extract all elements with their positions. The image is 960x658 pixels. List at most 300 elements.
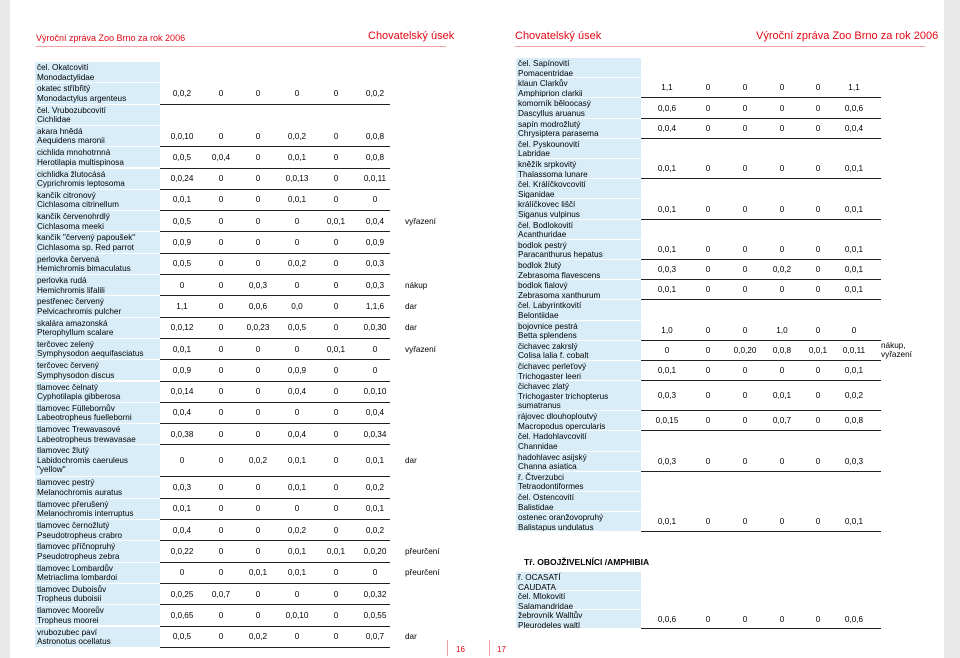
species-label: okatec stříbřitý Monodactylus argenteus [35,83,160,104]
table-cell: 0,0,2 [365,88,385,98]
row-rule [641,380,881,381]
table-cell: 0 [333,152,339,162]
table-cell: 0 [218,546,224,556]
table-cell: 0,0,30 [363,323,387,333]
table-cell: 0 [742,285,748,295]
species-label: žebrovník Walltův Pleurodeles waltl [516,610,641,629]
species-label: kančík "červený papoušek" Cichlasoma sp. Red parrot [35,232,160,253]
table-cell: 0,0,1 [287,456,307,466]
table-cell: 0 [255,152,261,162]
table-cell: 0,0,8 [844,416,864,426]
row-rule [160,104,390,105]
row-rule [160,189,390,190]
table-cell: 0,0,1 [365,504,385,514]
species-table-left [35,62,445,658]
table-cell: 0 [218,174,224,184]
table-cell: 0 [179,456,185,466]
row-rule [641,97,881,98]
table-cell: 0 [218,323,224,333]
table-cell: 0,0,4 [657,123,677,133]
table-cell: 0 [255,483,261,493]
table-cell: 0 [333,365,339,375]
species-label: čichavec zlatý Trichogaster trichopterus sumatranus [516,381,641,411]
row-rule [641,360,881,361]
row-rule [160,402,390,403]
header-right-title: Výroční zpráva Zoo Brno za rok 2006 [756,30,939,42]
species-label: komorník běloocasý Dascyllus aruanus [516,98,641,118]
species-label: tlamovec pestrý Melanochromis auratus [35,477,160,498]
species-label: bojovnice pestrá Betta splendens [516,321,641,341]
table-cell: 0 [815,517,821,527]
species-label: tlamovec Füllebornův Labeotropheus fuelleborni [35,403,160,424]
table-cell: 0,0,5 [172,259,192,269]
table-cell: 0,0,4 [844,123,864,133]
table-cell: 0 [333,483,339,493]
row-rule [641,531,881,532]
table-cell: 0 [294,88,300,98]
table-cell: 0 [333,610,339,620]
row-rule [160,647,390,648]
table-cell: 0 [218,216,224,226]
table-cell: 0 [218,456,224,466]
header-rule-left [36,46,446,47]
row-note: přeurčení [405,568,440,578]
table-cell: 0,0,1 [844,244,864,254]
row-rule [160,338,390,339]
table-cell: 0 [705,614,711,624]
table-cell: 0,0,2 [365,525,385,535]
table-cell: 0,0,1 [248,568,268,578]
table-cell: 0 [742,164,748,174]
table-cell: 0,0,20 [733,345,757,355]
row-rule [160,498,390,499]
header-left-section: Chovatelský úsek [368,30,455,42]
table-cell: 0,0,3 [365,280,385,290]
table-cell: 0 [294,238,300,248]
table-cell: 0,0,3 [172,483,192,493]
table-cell: 0 [255,525,261,535]
table-cell: 0 [333,429,339,439]
table-cell: 0 [218,387,224,397]
table-cell: 0 [815,366,821,376]
row-note: dar [405,323,417,333]
table-cell: 0 [294,589,300,599]
table-cell: 0,0,2 [248,456,268,466]
table-cell: 0,0,12 [170,323,194,333]
table-cell: 0,0,11 [363,174,387,184]
page-number-box-left [447,640,488,656]
species-label: ř. OCASATÍ CAUDATA [516,572,641,591]
table-cell: 0 [333,131,339,141]
table-cell: 0 [255,131,261,141]
row-rule [160,317,390,318]
species-label: sapín modrožlutý Chrysiptera parasema [516,119,641,139]
table-cell: 0,0,8 [365,152,385,162]
table-cell: 0,0,6 [657,103,677,113]
table-cell: 0,0,20 [363,546,387,556]
table-cell: 0 [218,483,224,493]
row-rule [641,410,881,411]
table-cell: 0 [333,568,339,578]
table-cell: 0,0,3 [657,265,677,275]
table-cell: 0 [255,238,261,248]
header-rule-right [515,46,925,47]
table-cell: 1,1 [848,83,860,93]
page-edge-left [0,0,10,658]
row-note: dar [405,301,417,311]
table-cell: 0 [705,83,711,93]
species-label: kněžík srpkovitý Thalassoma lunare [516,159,641,179]
table-cell: 0 [779,83,785,93]
table-cell: 0 [779,164,785,174]
table-cell: 0 [705,366,711,376]
table-cell: 0 [779,103,785,113]
table-cell: 0 [742,103,748,113]
row-rule [641,279,881,280]
table-cell: 0 [742,517,748,527]
table-cell: 1,1 [176,301,188,311]
table-cell: 0,0,3 [365,259,385,269]
species-label: bodlok fialový Zebrasoma xanthurum [516,280,641,300]
table-cell: 0 [333,632,339,642]
table-cell: 0 [815,244,821,254]
table-cell: 0 [255,408,261,418]
table-cell: 0 [294,632,300,642]
row-rule [160,626,390,627]
table-cell: 0 [218,504,224,514]
table-cell: 0,0,4 [365,216,385,226]
row-rule [160,562,390,563]
table-cell: 0 [664,345,670,355]
species-label: čel. Labyrintkovití Belontiidae [516,300,641,320]
row-note: dar [405,456,417,466]
species-label: čel. Ostencovití Balistidae [516,492,641,512]
species-label: cichlida mnohotrnná Herotilapia multispinosa [35,147,160,168]
table-cell: 0,0,1 [844,285,864,295]
table-cell: 0,0,65 [170,610,194,620]
species-label: pestřenec červený Pelvicachromis pulcher [35,296,160,317]
amphibia-title: Tř. OBOJŽIVELNÍCI /AMPHIBIA [524,557,650,567]
table-cell: 0 [705,164,711,174]
table-cell: 0 [815,164,821,174]
species-table-right [516,58,936,546]
species-label: tlamovec žlutý Labidochromis caeruleus "yellow" [35,445,160,477]
row-rule [160,423,390,424]
table-cell: 0,0,4 [172,408,192,418]
table-cell: 0,0,32 [363,589,387,599]
row-rule [160,210,390,211]
table-cell: 0,0,4 [172,525,192,535]
table-cell: 0 [372,195,378,205]
row-rule [160,381,390,382]
row-rule [160,519,390,520]
table-cell: 0 [851,325,857,335]
page-edge-right [944,0,960,658]
row-rule [641,138,881,139]
table-cell: 0 [705,325,711,335]
table-cell: 0,0,1 [844,204,864,214]
species-label: čel. Králíčkovcovití Siganidae [516,179,641,199]
table-cell: 0 [294,344,300,354]
table-cell: 0 [255,88,261,98]
table-cell: 0 [705,103,711,113]
table-cell: 0,0,1 [657,164,677,174]
table-cell: 0 [742,123,748,133]
row-note: nákup [405,280,428,290]
species-label: bodlok pestrý Paracanthurus hepatus [516,240,641,260]
table-cell: 0 [218,238,224,248]
row-rule [160,540,390,541]
table-cell: 0,0,1 [326,344,346,354]
table-cell: 0 [255,610,261,620]
row-note: přeurčení [405,546,440,556]
species-label: čel. Mlokovití Salamandridae [516,591,641,610]
species-label: skalára amazonská Pterophyllum scalare [35,318,160,339]
table-cell: 0,0,1 [808,345,828,355]
table-cell: 0,0,1 [287,568,307,578]
species-label: vrubozubec paví Astronotus ocellatus [35,627,160,648]
table-cell: 0,0,1 [657,366,677,376]
species-label: hadohlavec asijský Channa asiatica [516,452,641,472]
table-cell: 0 [255,174,261,184]
table-cell: 0,0,9 [172,365,192,375]
table-cell: 0,0,1 [772,391,792,401]
species-label: terčovec červený Symphysodon discus [35,360,160,381]
header-left-title: Výroční zpráva Zoo Brno za rok 2006 [36,33,186,43]
table-cell: 0 [372,344,378,354]
table-cell: 0,0,1 [287,195,307,205]
table-cell: 0 [742,244,748,254]
table-cell: 0 [333,589,339,599]
table-cell: 0 [294,216,300,226]
table-cell: 0,0,9 [172,238,192,248]
table-cell: 0 [815,204,821,214]
table-cell: 0 [333,525,339,535]
table-cell: 0,0,11 [842,345,866,355]
table-cell: 0 [218,195,224,205]
species-label: terčovec zelený Symphysodon aequifasciatus [35,339,160,360]
species-label: tlamovec Trewavasové Labeotropheus trewavasae [35,424,160,445]
table-cell: 0 [705,517,711,527]
row-note: nákup, vyřazení [881,340,912,360]
species-label: čel. Okatcovití Monodactylidae [35,62,160,83]
species-label: tlamovec Lombardův Metriaclima lombardoi [35,563,160,584]
table-cell: 0 [779,285,785,295]
species-label: perlovka rudá Hemichromis lifalili [35,275,160,296]
table-cell: 0,0,6 [844,103,864,113]
table-cell: 0 [815,416,821,426]
species-label: cichlidka žlutocásá Cyprichromis leptosoma [35,169,160,190]
table-cell: 0 [742,391,748,401]
species-label: tlamovec příčnopruhý Pseudotropheus zebra [35,541,160,562]
table-cell: 0 [779,517,785,527]
row-rule [160,604,390,605]
row-rule [641,219,881,220]
row-note: dar [405,632,417,642]
table-cell: 0,0,10 [170,131,194,141]
species-label: tlamovec Mooreův Tropheus moorei [35,605,160,626]
species-label: tlamovec Duboisův Tropheus duboisii [35,584,160,605]
table-cell: 0,0,2 [365,483,385,493]
row-rule [641,471,881,472]
row-rule [160,444,390,445]
table-cell: 0 [742,204,748,214]
table-cell: 0,0 [291,301,303,311]
table-cell: 0,0,4 [365,408,385,418]
table-cell: 0,0,1 [287,483,307,493]
table-cell: 0 [179,568,185,578]
table-cell: 0 [218,408,224,418]
table-cell: 0,0,24 [170,174,194,184]
table-cell: 0,0,6 [657,614,677,624]
table-cell: 0 [255,195,261,205]
table-cell: 1,0 [776,325,788,335]
row-rule [160,168,390,169]
table-cell: 0 [779,123,785,133]
table-cell: 0 [779,614,785,624]
table-cell: 0 [255,344,261,354]
row-rule [641,259,881,260]
species-label: čel. Bodlokovití Acanthuridae [516,220,641,240]
row-rule [160,253,390,254]
row-rule [160,274,390,275]
header-right-section: Chovatelský úsek [515,30,602,42]
table-cell: 0,0,15 [655,416,679,426]
table-cell: 0 [779,366,785,376]
table-cell: 0 [294,408,300,418]
table-cell: 0,0,1 [657,517,677,527]
species-label: tlamovec černožlutý Pseudotropheus crabro [35,520,160,541]
species-label: ř. Čtverzubci Tetraodontiformes [516,472,641,492]
row-rule [160,583,390,584]
table-cell: 0 [218,610,224,620]
table-cell: 0 [218,301,224,311]
table-cell: 1,1 [661,83,673,93]
table-cell: 0 [255,504,261,514]
species-label: ostenec oranžovopruhý Balistapus undulatus [516,512,641,532]
table-cell: 0,0,38 [170,429,194,439]
table-cell: 0 [742,416,748,426]
table-cell: 0 [333,504,339,514]
species-label: čel. Sapínovití Pomacentridae [516,58,641,78]
table-cell: 0 [218,365,224,375]
table-cell: 0 [705,204,711,214]
table-cell: 0,0,2 [287,525,307,535]
table-cell: 0 [333,456,339,466]
species-label: čel. Hadohlavcovití Channidae [516,431,641,451]
table-cell: 0,0,3 [657,391,677,401]
table-cell: 0 [372,568,378,578]
table-cell: 0 [255,387,261,397]
table-cell: 0,0,1 [172,195,192,205]
row-rule [641,430,881,431]
table-cell: 0 [333,174,339,184]
table-cell: 0 [815,325,821,335]
table-cell: 0 [815,83,821,93]
page-number-left: 16 [456,645,465,654]
table-cell: 0 [218,568,224,578]
row-note: vyřazení [405,216,436,226]
table-cell: 0 [218,280,224,290]
table-cell: 0 [255,365,261,375]
table-cell: 0 [779,204,785,214]
table-cell: 0 [705,285,711,295]
species-label: akara hnědá Aequidens maronii [35,126,160,147]
table-cell: 1,0 [661,325,673,335]
row-rule [641,118,881,119]
table-cell: 0,0,3 [657,456,677,466]
table-cell: 0,0,14 [170,387,194,397]
table-cell: 0,0,2 [844,391,864,401]
table-cell: 0 [333,408,339,418]
table-cell: 0 [705,345,711,355]
table-cell: 0 [815,614,821,624]
species-label: čichavec zakrslý Colisa lalia f. cobalt [516,341,641,361]
table-cell: 0,0,13 [285,174,309,184]
row-rule [160,146,390,147]
species-label: čel. Pyskounovití Labridae [516,139,641,159]
table-cell: 0 [255,429,261,439]
table-cell: 0,0,7 [365,632,385,642]
species-label: kančík citronový Cichlasoma citrinellum [35,190,160,211]
table-cell: 0,0,6 [844,614,864,624]
row-rule [160,476,390,477]
table-cell: 0,0,2 [248,632,268,642]
table-cell: 0,0,1 [365,456,385,466]
table-cell: 0,0,10 [363,387,387,397]
table-cell: 0,0,34 [363,429,387,439]
table-cell: 0 [705,456,711,466]
species-label: tlamovec čelnatý Cyphotilapia gibberosa [35,382,160,403]
table-cell: 0,0,10 [285,610,309,620]
table-cell: 0 [218,429,224,439]
page-number-box-right [489,640,530,656]
table-cell: 0 [815,391,821,401]
table-cell: 0,0,5 [172,632,192,642]
table-cell: 0 [705,244,711,254]
table-cell: 0 [218,525,224,535]
table-cell: 0 [179,280,185,290]
table-cell: 0,0,7 [211,589,231,599]
row-rule [641,299,881,300]
table-cell: 0 [705,391,711,401]
table-cell: 0 [333,259,339,269]
row-rule [160,231,390,232]
table-cell: 0 [333,195,339,205]
table-cell: 1,1,6 [365,301,385,311]
table-cell: 0,0,1 [172,344,192,354]
table-cell: 0 [218,259,224,269]
table-cell: 0 [815,456,821,466]
table-cell: 0 [218,88,224,98]
species-label: tlamovec přerušený Melanochromis interruptus [35,499,160,520]
table-cell: 0 [255,589,261,599]
table-cell: 0 [705,416,711,426]
row-note: vyřazení [405,344,436,354]
row-rule [641,340,881,341]
table-cell: 0 [372,365,378,375]
table-cell: 0,0,1 [844,366,864,376]
row-rule [160,359,390,360]
species-label: králíčkovec liščí Siganus vulpinus [516,199,641,219]
table-cell: 0 [294,280,300,290]
species-label: klaun Clarkův Amphiprion clarkii [516,78,641,98]
row-rule [160,295,390,296]
table-cell: 0 [742,83,748,93]
table-cell: 0,0,8 [772,345,792,355]
table-cell: 0 [815,103,821,113]
table-cell: 0 [742,456,748,466]
